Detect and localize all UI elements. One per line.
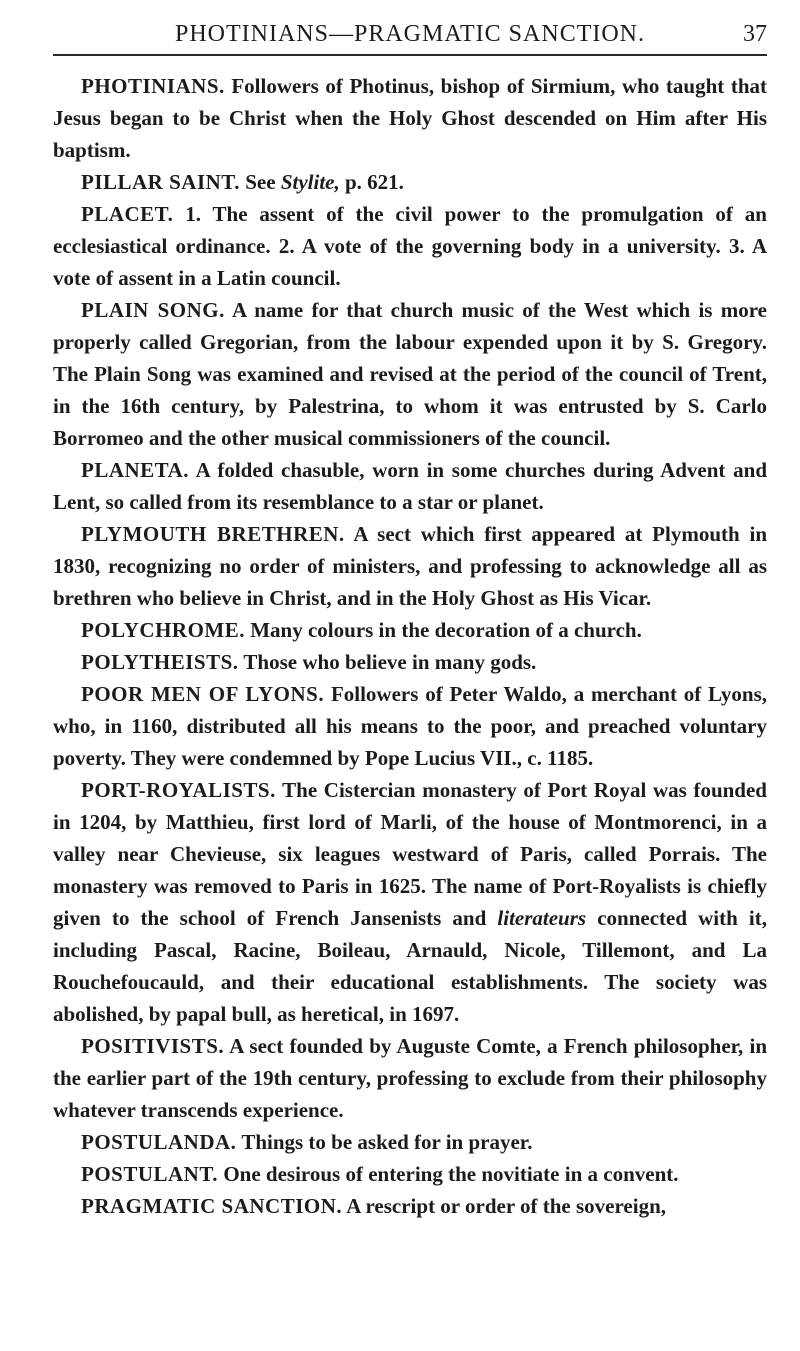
running-title: PHOTINIANS—PRAGMATIC SANCTION. [174, 21, 646, 47]
entry-definition: A name for that church music of the West which is more properly called Gregorian, from the labour expended upon it by S. Gregory. The Plain Song was examined and revised at the period of the council of Trent, in the 16th century, by Palestrina, to whom it was entrusted by S. Carlo Borromeo and the other musical commissioners of the council. [53, 298, 767, 450]
entry-photinians [53, 70, 767, 166]
entry-pillar-saint [53, 166, 767, 198]
entry-term: PLACET. [81, 202, 174, 226]
entry-definition: Things to be asked for in prayer. [241, 1130, 533, 1154]
entry-definition: Followers of Peter Waldo, a merchant of Lyons, who, in 1160, distributed all his means to the poor, and preached voluntary poverty. They were condemned by Pope Lucius VII., c. 1185. [53, 682, 768, 770]
entry-plymouth-brethren [53, 518, 767, 614]
entry-definition: A sect which first appeared at Plymouth in 1830, recognizing no order of ministers, and professing to acknowledge all as brethren who believe in Christ, and in the Holy Ghost as His Vicar. [53, 522, 768, 610]
entry-postulant [53, 1158, 767, 1190]
entry-plain-song [53, 294, 767, 454]
entry-postulanda [53, 1126, 767, 1158]
entry-term: PRAGMATIC SANCTION. [81, 1194, 343, 1218]
entry-term: POLYCHROME. [81, 618, 245, 642]
entry-port-royalists [53, 774, 767, 1030]
entry-planeta [53, 454, 767, 518]
entry-term: PORT-ROYALISTS. [81, 778, 276, 802]
entry-definition: One desirous of entering the novitiate in a convent. [223, 1162, 679, 1186]
glossary-entries [53, 56, 767, 1222]
entry-term: POSTULANDA. [81, 1130, 237, 1154]
entry-definition: The Cistercian monastery of Port Royal was founded in 1204, by Matthieu, first lord of Marli, of the house of Montmorenci, in a valley near Chevieuse, six leagues westward of Paris, called Porrais. The monastery was removed to Paris in 1625. The name of Port-Royalists is chiefly given to the school of French Jansenists and [53, 778, 767, 930]
entry-italic-term: literateurs [497, 906, 587, 930]
running-head [53, 0, 767, 56]
entry-term: PLAIN SONG. [81, 298, 225, 322]
entry-positivists [53, 1030, 767, 1126]
book-page [53, 0, 767, 1351]
entry-poor-men-of-lyons [53, 678, 767, 774]
entry-term: PILLAR SAINT. [81, 170, 240, 194]
entry-definition: Many colours in the decoration of a church. [250, 618, 642, 642]
entry-definition: A rescript or order of the sovereign, [346, 1194, 667, 1218]
entry-term: POOR MEN OF LYONS. [81, 682, 325, 706]
entry-definition: Those who believe in many gods. [243, 650, 537, 674]
entry-page-reference: p. 621. [344, 170, 404, 194]
entry-term: PLANETA. [81, 458, 190, 482]
entry-definition: 1. The assent of the civil power to the promulgation of an ecclesiastical ordinance. 2. A vote of the governing body in a university. 3. A vote of assent in a Latin council. [53, 202, 767, 290]
entry-term: POSITIVISTS. [81, 1034, 225, 1058]
entry-definition: Followers of Photinus, bishop of Sirmium, who taught that Jesus began to be Christ when the Holy Ghost descended on Him after His baptism. [53, 74, 768, 162]
entry-definition-continued: connected with it, including Pascal, Racine, Boileau, Arnauld, Nicole, Tillemont, and La Rouchefoucauld, and their educational establishments. The society was abolished, by papal bull, as heretical, in 1697. [53, 906, 768, 1026]
entry-definition: A folded chasuble, worn in some churches during Advent and Lent, so called from its resemblance to a star or planet. [53, 458, 767, 514]
entry-pragmatic-sanction [53, 1190, 767, 1222]
entry-term: POLYTHEISTS. [81, 650, 239, 674]
entry-cross-reference: Stylite, [280, 170, 340, 194]
entry-polychrome [53, 614, 767, 646]
page-number: 37 [743, 21, 767, 47]
entry-placet [53, 198, 767, 294]
entry-term: PHOTINIANS. [81, 74, 225, 98]
entry-term: POSTULANT. [81, 1162, 219, 1186]
entry-term: PLYMOUTH BRETHREN. [81, 522, 345, 546]
entry-definition: See [245, 170, 276, 194]
entry-polytheists [53, 646, 767, 678]
entry-definition: A sect founded by Auguste Comte, a French philosopher, in the earlier part of the 19th century, professing to exclude from their philosophy whatever transcends experience. [53, 1034, 768, 1122]
